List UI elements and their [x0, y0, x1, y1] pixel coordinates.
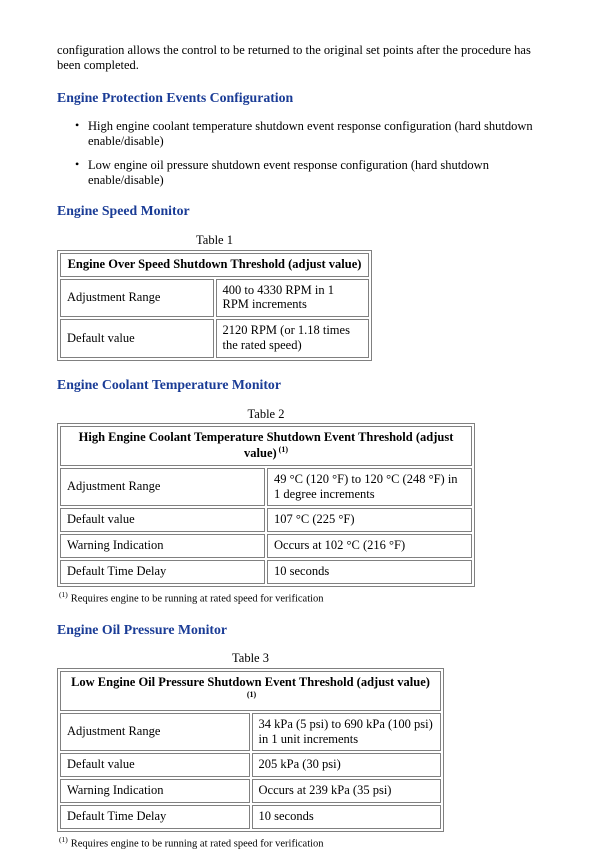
bullet-text: High engine coolant temperature shutdown event response configuration (hard shutdown enable/disable) [88, 119, 533, 149]
table-row [60, 279, 369, 318]
row-value-cell: 205 kPa (30 psi) [252, 753, 442, 777]
footnote-ref: (1) [246, 689, 257, 699]
row-value-cell: Occurs at 239 kPa (35 psi) [252, 779, 442, 803]
table-1-caption: Table 1 [196, 233, 233, 248]
row-value-cell: 34 kPa (5 psi) to 690 kPa (100 psi) in 1 unit increments [252, 713, 442, 752]
section-heading-engine-speed: Engine Speed Monitor [57, 203, 190, 219]
footnote-text: Requires engine to be running at rated speed for verification [70, 593, 324, 605]
row-label-cell: Default value [60, 508, 265, 532]
row-label-cell: Warning Indication [60, 534, 265, 558]
bullet-text: Low engine oil pressure shutdown event response configuration (hard shutdown enable/disable) [88, 157, 489, 187]
table-3-footnote [59, 836, 444, 851]
table-3-block [57, 651, 444, 850]
row-value-cell: 400 to 4330 RPM in 1 RPM increments [216, 279, 370, 318]
table-header-text: Low Engine Oil Pressure Shutdown Event Threshold (adjust value) [71, 675, 430, 690]
table-header-text: High Engine Coolant Temperature Shutdown Event Threshold (adjust value) [78, 430, 454, 461]
footnote-marker: (1) [59, 589, 68, 599]
table-row [60, 779, 441, 803]
table-1-header-cell: Engine Over Speed Shutdown Threshold (adjust value) [60, 253, 369, 277]
table-row [60, 560, 472, 584]
table-2-caption: Table 2 [247, 406, 285, 421]
table-3-header-cell [60, 671, 441, 711]
table-row [60, 753, 441, 777]
bullet-dot-icon: • [75, 118, 80, 133]
table-1-block [57, 233, 372, 361]
table-1 [57, 250, 372, 361]
table-2-header-cell [60, 426, 472, 466]
row-value-cell: 10 seconds [252, 805, 442, 829]
row-label-cell: Adjustment Range [60, 713, 250, 752]
section-heading-oil-pressure: Engine Oil Pressure Monitor [57, 621, 228, 637]
table-row [60, 534, 472, 558]
row-label-cell: Default Time Delay [60, 560, 265, 584]
table-row [60, 805, 441, 829]
row-label-cell: Default value [60, 319, 214, 358]
row-label-cell: Default value [60, 753, 250, 777]
row-value-cell: 107 °C (225 °F) [267, 508, 472, 532]
table-3 [57, 668, 444, 831]
row-value-cell: 2120 RPM (or 1.18 times the rated speed) [216, 319, 370, 358]
row-value-cell: 10 seconds [267, 560, 472, 584]
table-2-footnote [59, 591, 475, 606]
footnote-ref: (1) [278, 445, 288, 455]
table-row [60, 671, 441, 711]
table-row [60, 319, 369, 358]
table-row [60, 253, 369, 277]
protection-bullet-list [57, 119, 543, 187]
table-2 [57, 423, 475, 586]
table-row [60, 468, 472, 507]
row-label-cell: Warning Indication [60, 779, 250, 803]
table-row [60, 426, 472, 466]
section-heading-engine-protection: Engine Protection Events Configuration [57, 89, 294, 105]
section-heading-coolant-temperature: Engine Coolant Temperature Monitor [57, 376, 281, 392]
table-row [60, 508, 472, 532]
bullet-item-oil [57, 158, 543, 188]
row-label-cell: Adjustment Range [60, 279, 214, 318]
footnote-marker: (1) [59, 834, 68, 844]
row-value-cell: Occurs at 102 °C (216 °F) [267, 534, 472, 558]
bullet-item-coolant [57, 119, 543, 149]
bullet-dot-icon: • [75, 156, 80, 171]
table-3-caption: Table 3 [232, 651, 269, 666]
table-row [60, 713, 441, 752]
intro-paragraph: configuration allows the control to be returned to the original set points after the procedure has been completed. [57, 43, 531, 72]
row-label-cell: Default Time Delay [60, 805, 250, 829]
row-label-cell: Adjustment Range [60, 468, 265, 507]
row-value-cell: 49 °C (120 °F) to 120 °C (248 °F) in 1 degree increments [267, 468, 472, 507]
footnote-text: Requires engine to be running at rated speed for verification [70, 838, 324, 850]
table-2-block [57, 407, 475, 606]
